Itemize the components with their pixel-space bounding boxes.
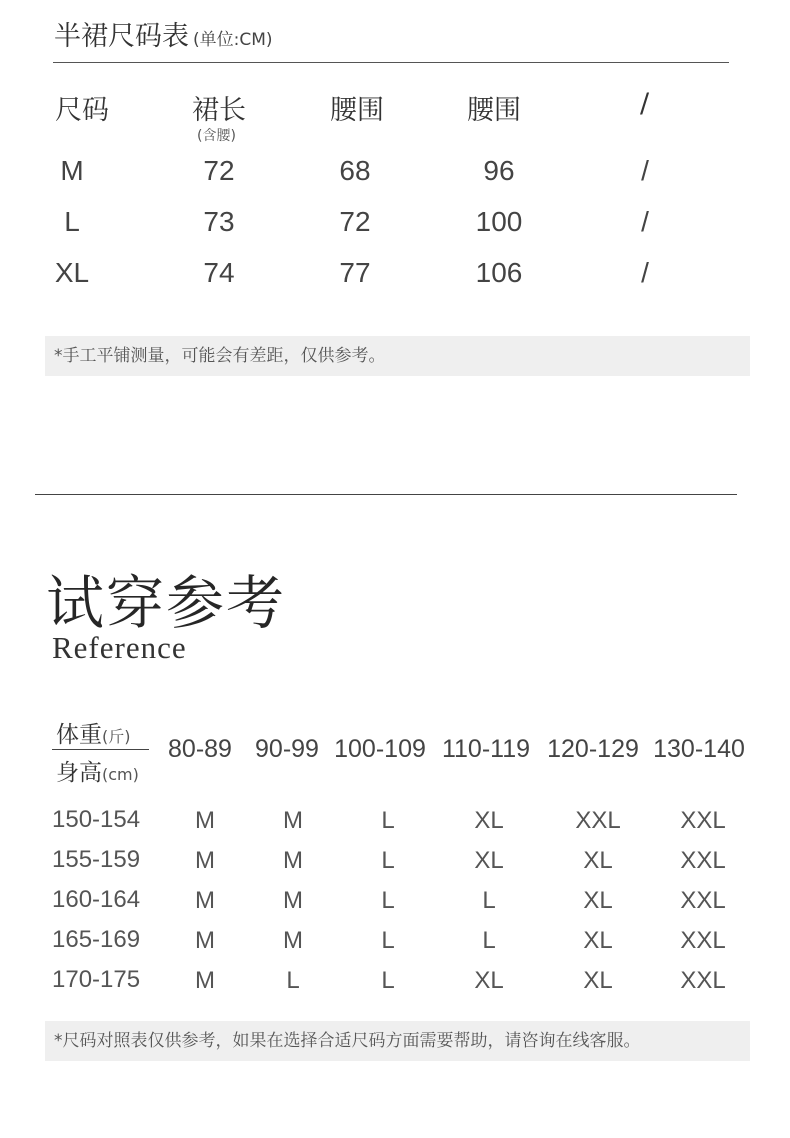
size-cell: XXL [680, 807, 726, 834]
weight-column-header: 130-140 [653, 735, 745, 763]
size-cell: M [283, 887, 303, 914]
cell-blank: / [641, 155, 649, 186]
cell-size: M [60, 155, 84, 186]
height-label: 身高 [56, 760, 102, 786]
weight-label: 体重 [56, 722, 102, 748]
cell-waist: 77 [339, 257, 371, 288]
height-unit: (cm) [102, 765, 139, 784]
cell-length: 73 [203, 206, 235, 237]
size-cell: M [283, 927, 303, 954]
size-cell: M [283, 847, 303, 874]
measurement-note: *手工平铺测量，可能会有差距，仅供参考。 [45, 336, 750, 376]
size-chart-title [54, 14, 273, 53]
size-cell: XL [583, 927, 613, 954]
cell-waist: 72 [339, 206, 371, 237]
size-cell: M [283, 807, 303, 834]
cell-waist-2: 96 [483, 155, 515, 186]
size-cell: M [195, 967, 215, 994]
weight-column-header: 90-99 [255, 735, 319, 763]
weight-unit: (斤) [102, 727, 131, 746]
size-cell: L [381, 807, 395, 834]
corner-divider [52, 749, 149, 750]
header-size: 尺码 [55, 95, 109, 126]
row-height-range: 150-154 [52, 806, 141, 833]
section-divider [35, 494, 737, 495]
size-cell: XXL [575, 807, 621, 834]
size-cell: XL [474, 807, 504, 834]
cell-size: XL [54, 257, 90, 288]
size-cell: L [381, 967, 395, 994]
size-cell: XL [474, 967, 504, 994]
size-cell: L [482, 887, 496, 914]
row-height-range: 165-169 [52, 926, 141, 953]
size-cell: XL [474, 847, 504, 874]
cell-length: 74 [203, 257, 235, 288]
reference-note: *尺码对照表仅供参考，如果在选择合适尺码方面需要帮助，请咨询在线客服。 [45, 1021, 750, 1061]
cell-waist-2: 100 [475, 206, 523, 237]
size-cell: XL [583, 967, 613, 994]
cell-length: 72 [203, 155, 235, 186]
size-cell: XXL [680, 967, 726, 994]
cell-blank: / [641, 257, 649, 288]
cell-blank: / [641, 206, 649, 237]
row-height-range: 155-159 [52, 846, 141, 873]
size-chart-title-text: 半裙尺码表 [54, 21, 189, 52]
header-skirt-length: 裙长 [192, 95, 246, 126]
reference-title: 试穿参考 [46, 569, 287, 637]
header-skirt-length-note: (含腰) [197, 128, 236, 144]
size-cell: XL [583, 887, 613, 914]
reference-subtitle: Reference [52, 630, 187, 665]
size-cell: XXL [680, 887, 726, 914]
size-cell: XXL [680, 927, 726, 954]
size-cell: XXL [680, 847, 726, 874]
weight-column-header: 120-129 [547, 735, 639, 763]
header-waist: 腰围 [330, 95, 384, 126]
size-cell: XL [583, 847, 613, 874]
header-blank: / [640, 88, 650, 119]
cell-waist-2: 106 [475, 257, 523, 288]
corner-height-label [56, 754, 139, 787]
size-cell: M [195, 807, 215, 834]
size-cell: M [195, 847, 215, 874]
header-waist-2: 腰围 [467, 95, 521, 126]
size-cell: L [381, 847, 395, 874]
title-divider [53, 62, 729, 63]
size-cell: L [381, 887, 395, 914]
size-cell: L [286, 967, 300, 994]
size-cell: L [482, 927, 496, 954]
size-cell: M [195, 887, 215, 914]
size-cell: L [381, 927, 395, 954]
size-chart-unit: (单位:CM) [193, 30, 273, 50]
weight-column-header: 110-119 [441, 735, 531, 763]
corner-weight-label [56, 716, 131, 749]
weight-column-header: 80-89 [168, 735, 232, 763]
row-height-range: 160-164 [52, 886, 141, 913]
cell-size: L [64, 206, 80, 237]
cell-waist: 68 [339, 155, 371, 186]
size-cell: M [195, 927, 215, 954]
weight-column-header: 100-109 [334, 735, 426, 763]
row-height-range: 170-175 [52, 966, 141, 993]
